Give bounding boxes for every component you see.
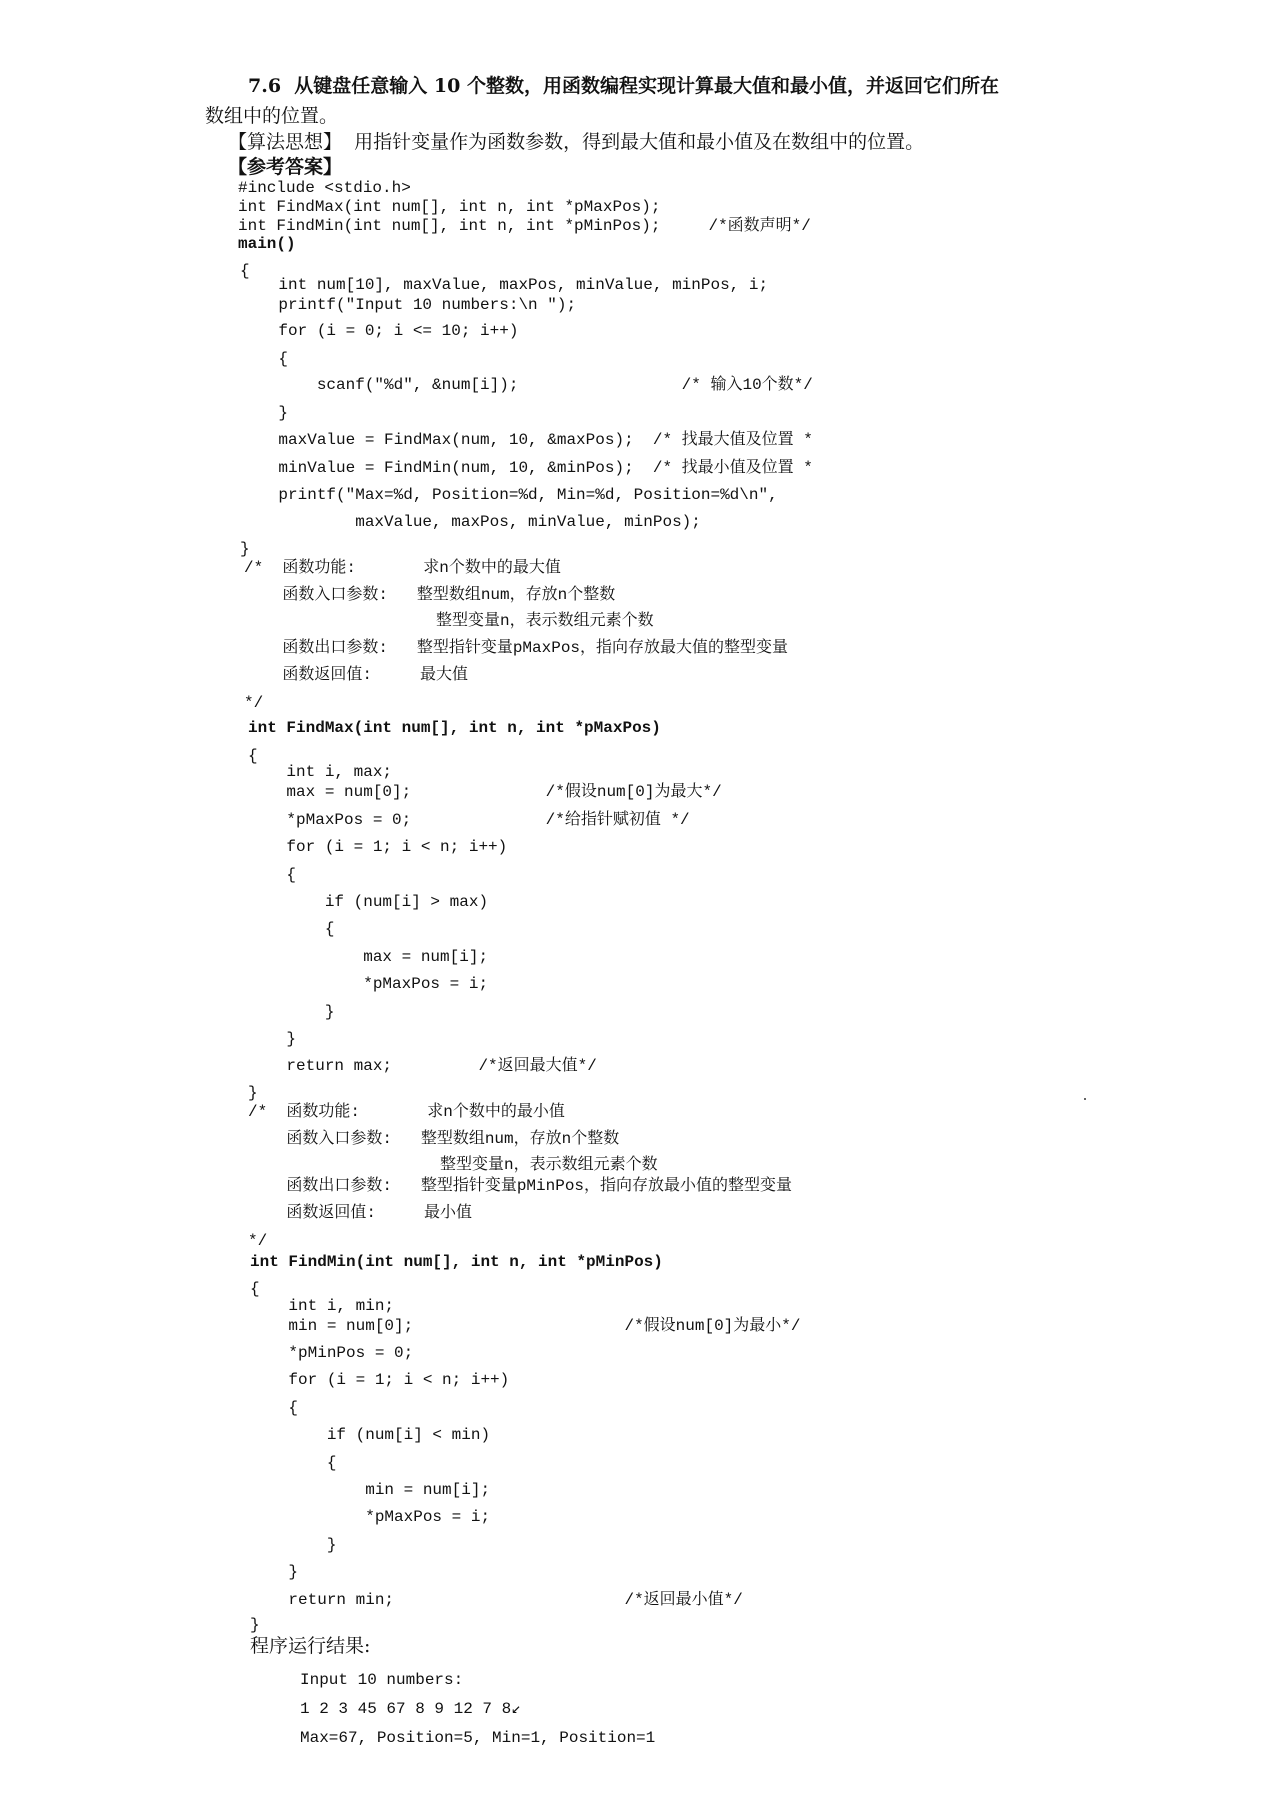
code-line: { <box>248 747 258 765</box>
code-line: } <box>240 540 250 558</box>
comment-line: 函数入口参数: 整型数组num，存放n个整数 <box>248 1130 620 1148</box>
code-line: return min; /*返回最小值*/ <box>250 1591 743 1609</box>
result-line: Max=67, Position=5, Min=1, Position=1 <box>300 1729 656 1747</box>
code-line: { <box>240 262 250 280</box>
comment-line: 函数返回值: 最小值 <box>248 1204 473 1222</box>
comment-line: 函数出口参数: 整型指针变量pMinPos，指向存放最小值的整型变量 <box>248 1177 793 1195</box>
code-line: { <box>250 1280 260 1298</box>
code-line: } <box>248 1084 258 1102</box>
comment-line: 函数出口参数: 整型指针变量pMaxPos，指向存放最大值的整型变量 <box>244 639 789 657</box>
code-line: } <box>240 404 289 422</box>
comment-line: /* 函数功能: 求n个数中的最小值 <box>248 1103 565 1121</box>
code-line-decl-findmin: int FindMin(int num[], int n, int *pMinPos); /*函数声明*/ <box>238 217 811 235</box>
code-line: } <box>248 1003 335 1021</box>
code-line: { <box>250 1399 299 1417</box>
code-line: if (num[i] < min) <box>250 1426 491 1444</box>
code-line: for (i = 1; i < n; i++) <box>248 838 508 856</box>
code-line: maxValue = FindMax(num, 10, &maxPos); /* 找最大值及位置 * <box>240 431 813 449</box>
problem-title-line2: 数组中的位置。 <box>205 105 339 127</box>
code-line: if (num[i] > max) <box>248 893 489 911</box>
code-line: return max; /*返回最大值*/ <box>248 1057 597 1075</box>
comment-line: /* 函数功能: 求n个数中的最大值 <box>244 559 561 577</box>
code-line: printf("Input 10 numbers:\n "); <box>240 296 577 314</box>
comment-line: */ <box>248 1232 268 1250</box>
code-line: { <box>248 920 335 938</box>
code-line-include: #include <stdio.h> <box>238 179 411 197</box>
code-line-decl-findmax: int FindMax(int num[], int n, int *pMaxPos); <box>238 198 661 216</box>
code-line-main: main() <box>238 235 296 253</box>
code-line: } <box>248 1030 297 1048</box>
code-line: int i, min; <box>250 1297 395 1315</box>
scan-speck <box>1084 1098 1086 1100</box>
code-line: { <box>250 1454 337 1472</box>
findmax-signature: int FindMax(int num[], int n, int *pMaxPos) <box>248 719 661 737</box>
result-heading: 程序运行结果: <box>250 1635 371 1657</box>
comment-line: */ <box>244 694 264 712</box>
code-line: max = num[i]; <box>248 948 489 966</box>
findmin-signature: int FindMin(int num[], int n, int *pMinPos) <box>250 1253 663 1271</box>
code-line: *pMaxPos = i; <box>250 1508 491 1526</box>
code-line: minValue = FindMin(num, 10, &minPos); /* 找最小值及位置 * <box>240 459 813 477</box>
code-line: { <box>240 350 289 368</box>
code-line: } <box>250 1536 337 1554</box>
comment-line: 函数入口参数: 整型数组num，存放n个整数 <box>244 586 616 604</box>
code-line: *pMinPos = 0; <box>250 1344 414 1362</box>
code-line: scanf("%d", &num[i]); /* 输入10个数*/ <box>240 376 813 394</box>
result-line: Input 10 numbers: <box>300 1671 464 1689</box>
answer-heading: 【参考答案】 <box>228 156 343 178</box>
code-line: printf("Max=%d, Position=%d, Min=%d, Position=%d\n", <box>240 486 778 504</box>
code-line: { <box>248 866 297 884</box>
code-line: for (i = 0; i <= 10; i++) <box>240 322 519 340</box>
comment-line: 函数返回值: 最大值 <box>244 666 469 684</box>
code-line: min = num[0]; /*假设num[0]为最小*/ <box>250 1317 801 1335</box>
code-line: *pMaxPos = i; <box>248 975 489 993</box>
comment-line: 整型变量n，表示数组元素个数 <box>248 1156 658 1174</box>
code-line: maxValue, maxPos, minValue, minPos); <box>240 513 701 531</box>
code-line: int num[10], maxValue, maxPos, minValue, minPos, i; <box>240 276 769 294</box>
result-line: 1 2 3 45 67 8 9 12 7 8↙ <box>300 1700 521 1718</box>
code-line: for (i = 1; i < n; i++) <box>250 1371 510 1389</box>
code-line: max = num[0]; /*假设num[0]为最大*/ <box>248 783 722 801</box>
code-line: min = num[i]; <box>250 1481 491 1499</box>
code-line: } <box>250 1616 260 1634</box>
code-line: *pMaxPos = 0; /*给指针赋初值 */ <box>248 811 690 829</box>
algorithm-idea: 【算法思想】 用指针变量作为函数参数，得到最大值和最小值及在数组中的位置。 <box>228 131 925 153</box>
comment-line: 整型变量n，表示数组元素个数 <box>244 612 654 630</box>
code-line: int i, max; <box>248 763 393 781</box>
problem-title-line1: 7.6 从键盘任意输入 10 个整数，用函数编程实现计算最大值和最小值，并返回它们所在 <box>248 75 999 97</box>
code-line: } <box>250 1563 299 1581</box>
